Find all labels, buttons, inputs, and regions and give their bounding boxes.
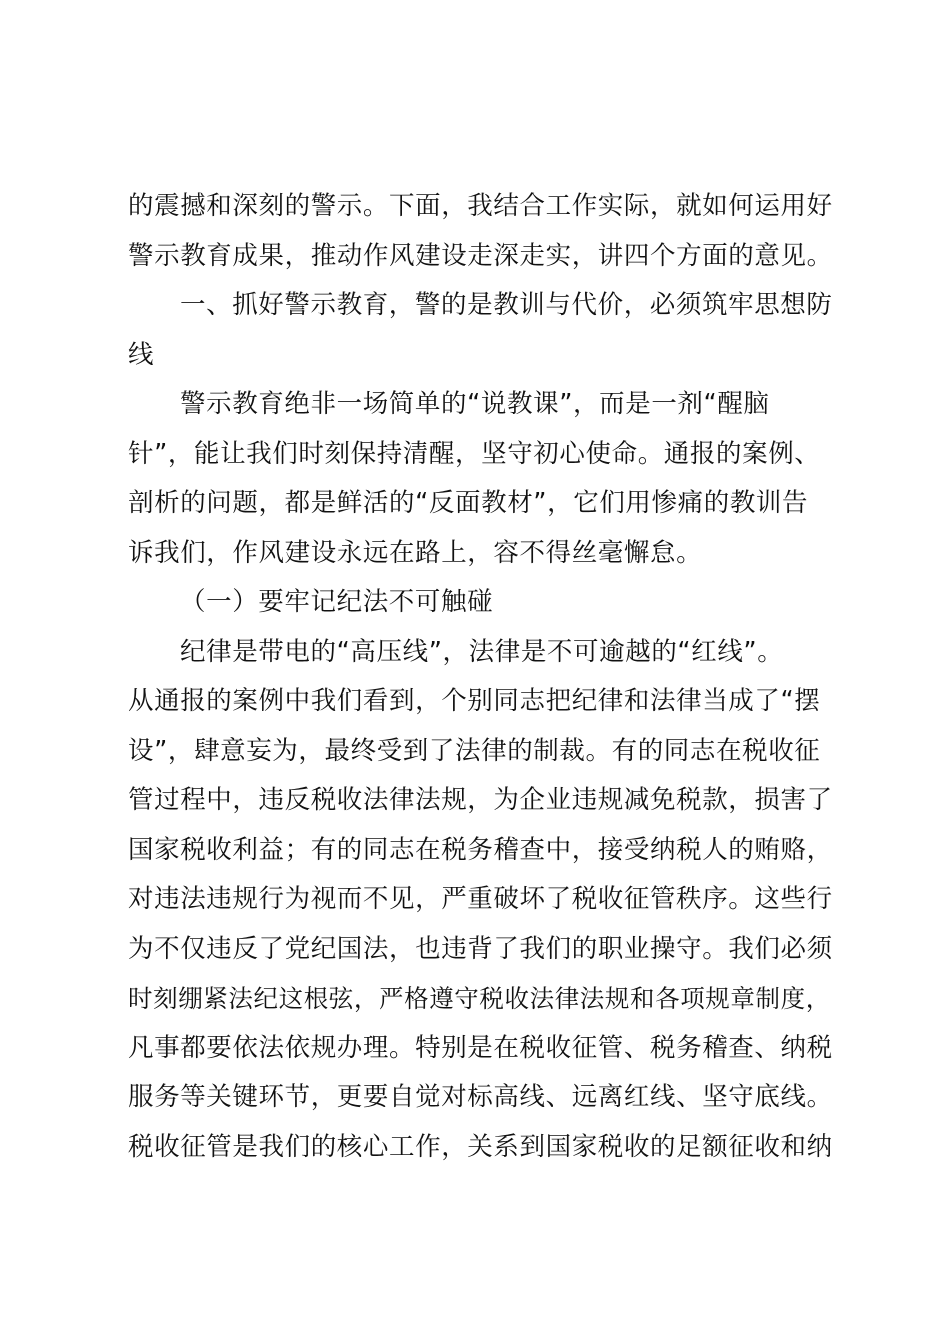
text-line: 的震撼和深刻的警示。下面，我结合工作实际，就如何运用好 [128, 191, 833, 221]
text-line: 服务等关键环节，更要自觉对标高线、远离红线、坚守底线。 [128, 1082, 833, 1112]
text-line: 为不仅违反了党纪国法，也违背了我们的职业操守。我们必须 [128, 933, 833, 964]
text-line: 时刻绷紧法纪这根弦，严格遵守税收法律法规和各项规章制度， [128, 984, 831, 1013]
section-heading-continued: 线 [128, 339, 155, 370]
text-line: 纪律是带电的“高压线”，法律是不可逾越的“红线”。 [180, 636, 784, 667]
text-line: 剖析的问题，都是鲜活的“反面教材”，它们用惨痛的教训告 [128, 488, 809, 518]
text-line: 针”，能让我们时刻保持清醒，坚守初心使命。通报的案例、 [128, 438, 821, 469]
text-line: 凡事都要依法依规办理。特别是在税收征管、税务稽查、纳税 [128, 1032, 833, 1063]
text-line: 对违法违规行为视而不见，严重破坏了税收征管秩序。这些行 [128, 884, 833, 914]
text-line: 国家税收利益；有的同志在税务稽查中，接受纳税人的贿赂， [128, 834, 833, 865]
section-heading: 一、抓好警示教育，警的是教训与代价，必须筑牢思想防 [180, 290, 833, 320]
text-line: 警示教育绝非一场简单的“说教课”，而是一剂“醒脑 [180, 389, 770, 419]
document-body [128, 182, 834, 1172]
text-line: 税收征管是我们的核心工作，关系到国家税收的足额征收和纳 [128, 1131, 833, 1162]
text-line: 警示教育成果，推动作风建设走深走实，讲四个方面的意见。 [128, 240, 833, 271]
text-line: 诉我们，作风建设永远在路上，容不得丝毫懈怠。 [128, 537, 703, 568]
text-line: 从通报的案例中我们看到，个别同志把纪律和法律当成了“摆 [128, 686, 821, 716]
text-line: 管过程中，违反税收法律法规，为企业违规减免税款，损害了 [128, 785, 833, 815]
text-line: 设”，肆意妄为，最终受到了法律的制裁。有的同志在税收征 [128, 735, 821, 766]
subsection-heading: （一）要牢记纪法不可触碰 [180, 587, 494, 617]
